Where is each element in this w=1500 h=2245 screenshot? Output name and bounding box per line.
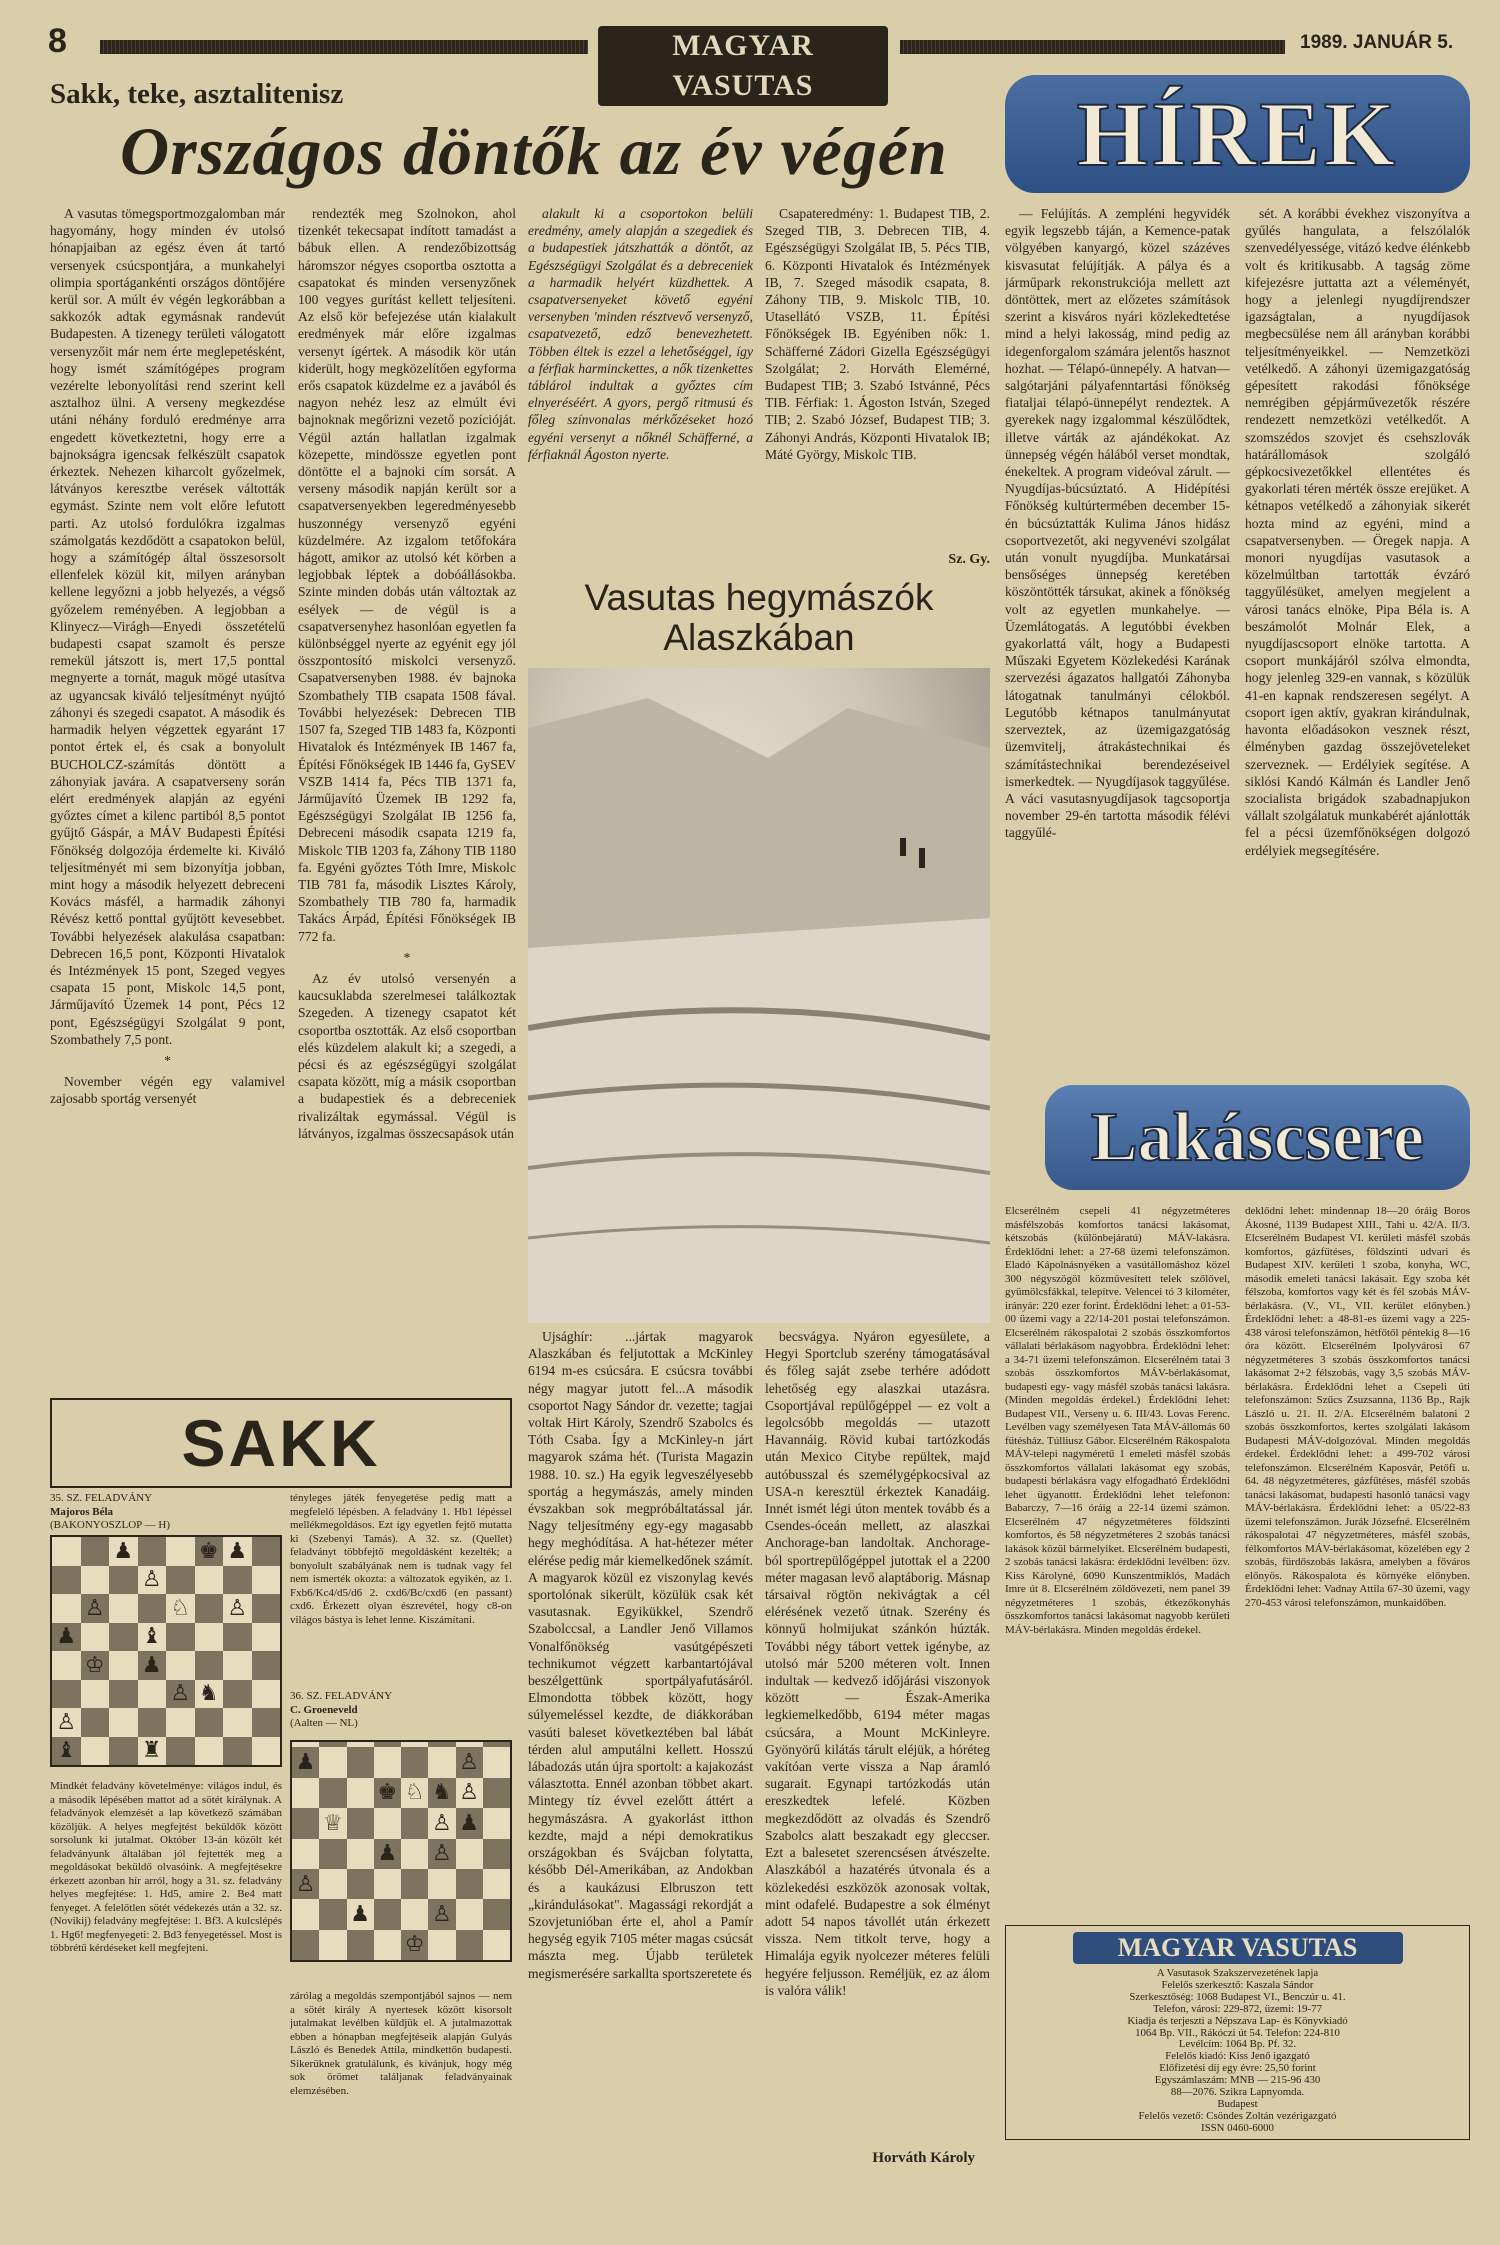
chess-square bbox=[428, 1747, 455, 1777]
impressum-line: Budapest bbox=[1217, 2097, 1258, 2110]
chess-piece: ♙ bbox=[432, 1901, 452, 1927]
impressum-line: Felelős vezető: Csöndes Zoltán vezérigazgató bbox=[1138, 2109, 1337, 2122]
lakascsere-col2 bbox=[1245, 1205, 1470, 1915]
chess-square bbox=[483, 1869, 510, 1899]
chess-square bbox=[401, 1747, 428, 1777]
chess-square bbox=[456, 1747, 483, 1777]
chess-piece: ♔ bbox=[84, 1652, 105, 1678]
lakascsere-banner bbox=[1045, 1085, 1470, 1190]
article-col1 bbox=[50, 205, 285, 1320]
sakk-title: SAKK bbox=[181, 1406, 381, 1480]
chess-square bbox=[483, 1839, 510, 1869]
lakascsere-col1-text: Elcserélném csepeli 41 négyzetméteres másfélszobás komfortos tanácsi lakásomat, kétszobás (különbejáratú) MÁV-lakásra. Érdeklődni lehet: a 27-68 üzemi telefonszámon. Eladó Kápolnásnyéken a vasútállomáshoz közel 300 négyszögöl közművesített telek szőlővel, gyümölcsfákkal, telepítve. Velencei tó 3 kilométer, irányár: 220 ezer forint. Érdeklődni lehet: a 01-53-00 üzemi vagy a 22/14-201 postai telefonszámon. Elcserélném rákospalotai 2 szobás összkomfortos vállalati bérlakásom nagyobbra. Érdeklődni lehet: a 34-71 üzemi telefonszámon. Elcserélném tatai 3 szobás összkomfortos MÁV-bérlakásomat, budapesti egy- vagy másfél szobás tanácsi lakásra. (Minden megoldás érdekel.) Érdeklődni lehet: Budapest VII., Verseny u. 6. III/43. Lovas Ferenc. Levélben vagy személyesen Tata MÁV-állomás 60 fűtésház. Túlliusz Gábor. Elcserélném Rákospalota MÁV-telepi nagyméretű 1 emeleti másfél szobás összkomfortos vállalati lakásomat egy szobás, budapesti bérlakásra vagy elfogadható Érdeklődni lehet ügyanottt. Érdeklődni lehet telefonon: Babarczy, 7—16 óráig a 22-14 üzemi számon. Elcserélném 47 négyzetméteres földszinti komfortos, és 58 négyzetméteres 2 szobás tanácsi lakások közül bármelyiket. Elcserélném budapesti, 2 szobás tanácsi lakásra: érdeklődni levélben: özv. Kiss Károlyné, 6090 Kunszentmiklós, Madách Imre út 8. Elcserélném zöldövezeti, nem panel 39 négyzetméteres 1 szobás, étkezőkonyhás összkomfortos tanácsi lakásomat nagyobb kerületi MÁV-bérlakásra. Minden megoldás érdekel. bbox=[1005, 1205, 1230, 1636]
chess-square bbox=[81, 1537, 110, 1566]
chess-square bbox=[319, 1808, 346, 1838]
chess-square bbox=[223, 1737, 252, 1766]
chess-square bbox=[374, 1747, 401, 1777]
hirek-col2-text: sét. A korábbi évekhez viszonyítva a gyűlés hangulata, a felszólalók szenvedélyessége, vitázó kedve élénkebb volt és kritikusabb. A tagság zöme kifejezésre juttatta azt a véleményét, hogy a jelenlegi nyugdíjrendszer igazságtalan, a nyugdíjasok megbecsülése nem áll arányban korábbi teljesítményeikkel. — Nemzetközi vetélkedő. A záhonyi üzemigazgatóság gépesített rakodási főnöksége nemrégiben gépjárművezetők részére rendezett nemzetközi vetélkedőt. A szomszédos szovjet és csehszlovák határállomások szolgáló gépkocsivezetőkkel ellentétes és gyakorlati téren mérték össze erejüket. A kétnapos vetélkedő a záhonyiak sikerét hozta mind az egyéni, mind a csapatversenyben. — Öregek napja. A monori nyugdíjas vasutasok a közelmúltban tartották évzáró taggyűlésüket, amelyen megjelent a városi tanács elnöke, Pipa Béla is. A beszámolót Molnár Elek, a nyugdíjascsoport elnöke tartotta. A csoport munkájáról szólva elmondta, hogy jelenleg 329-en vannak, s közülük 41-en kapnak rendszeresen segélyt. A csoport igen aktív, gyakran kirándulnak, havonta előadásokon vesznek részt, élményben gazdag összejöveteleket szerveznek. — Erdélyiek segítése. A siklósi Kandó Kálmán és Landler Jenő szocialista brigádok szabadnapjukon vállalt szolgálatuk munkabérét ajánlották fel a pécsi üzemfőnökségen dolgozó erdélyiek megsegítésére. bbox=[1245, 206, 1470, 858]
article-col1-text: A vasutas tömegsportmozgalomban már hagyomány, hogy minden év utolsó hónapjaiban az egész éven át tartó versenyek csúcspontjára, a munkahelyi olimpia sportágankénti országos döntőjére kerül sor. A múlt év végén legkorábban a sakkozók adtak egymásnak randevút Budapesten. A tizenegy területi válogatott versenyzőit már nem érte meglepetésként, hogy ismét számítógépes program vezérelte lebonyolítási rend szerint kell asztalhoz ülni. A verseny megkezdése utáni néhány forduló eredménye arra engedett következtetni, hogy erre a bajnokságra igencsak felkészült csapatok érkeztek. Nehezen kiharcolt győzelmek, látványos keresztbe verések váltották egymást. Szinte nem volt előre lefutott parti. Az utolsó fordulókra izgalmas számolgatás kezdődött a csapatokon belül, hogy a számítógép által összesorsolt ellenfelek közül kit, milyen arányban kellene legyőzni a jobb helyezés, a végső győzelem reményében. A legjobban a Klinyecz—Virágh—Enyedi összetételű budapesti csapat szamolt és persze remekül játszott is, mert 17,5 ponttal megnyerte a tornát, maguk mögé utasítva az ugyancsak kiváló teljesítményt nyújtó záhonyi és szegedi csapatot. A második és harmadik helyen végzettek egyaránt 17 pontot értek el, és csak a bonyolult BUCHOLCZ-számítás döntött a záhonyiak javára. A csapatverseny során elért eredmények alapján az egyéni győztes címet a kilenc partiból 8,5 pontot gyűjtő Gáspár, a MÁV Budapesti Építési Főnökség dolgozója érdemelte ki. Kiváló teljesítményét mi sem bizonyítja jobban, mint hogy a második helyezett debreceni Kovács másfél, a harmadik záhonyi Révész kettő ponttal gyűjtött kevesebbet. További helyezések alakulása csapatban: Debrecen 16,5 pont, Központi Hivatalok és Intézmények 15 pont, Szeged vegyes csapata 15 pont, Miskolc 14,5 pont, Járműjavító Üzemek 14 pont, Pécs 12 pont, Egészségügyi Szolgálat 9 pont, Szombathely 7,5 pont. bbox=[50, 206, 285, 1047]
chess-piece: ♝ bbox=[56, 1738, 77, 1764]
chess-square bbox=[252, 1651, 281, 1680]
chess-square bbox=[109, 1623, 138, 1652]
problem35-author: Majoros Béla bbox=[50, 1505, 114, 1518]
chess-piece: ♔ bbox=[404, 1932, 425, 1958]
chess-square bbox=[401, 1778, 428, 1808]
chess-square bbox=[52, 1623, 81, 1652]
impressum-line: Egyszámlaszám: MNB — 215-96 430 bbox=[1154, 2074, 1321, 2087]
chess-piece: ♟ bbox=[295, 1750, 316, 1776]
chess-square bbox=[223, 1708, 252, 1737]
chess-square bbox=[401, 1839, 428, 1869]
impressum-line: Felelős szerkesztő: Kaszala Sándor bbox=[1161, 1978, 1314, 1991]
chess-piece: ♚ bbox=[377, 1780, 398, 1806]
sakk-col-b-top bbox=[290, 1492, 512, 1682]
chess-square bbox=[374, 1899, 401, 1929]
chess-square bbox=[252, 1537, 281, 1566]
chess-piece: ♙ bbox=[459, 1780, 479, 1806]
chess-square bbox=[166, 1594, 195, 1623]
article-signature: Sz. Gy. bbox=[948, 552, 990, 567]
chess-piece: ♙ bbox=[227, 1595, 248, 1621]
chess-piece: ♟ bbox=[459, 1810, 479, 1836]
article-col4-top bbox=[765, 205, 990, 550]
chess-square bbox=[195, 1566, 224, 1595]
alaska-headline bbox=[528, 578, 990, 658]
chess-square bbox=[401, 1808, 428, 1838]
chess-square bbox=[138, 1537, 167, 1566]
chess-square bbox=[252, 1708, 281, 1737]
impressum-lines bbox=[1006, 1968, 1469, 2135]
problem36-author: C. Groeneveld bbox=[290, 1703, 358, 1716]
impressum-box bbox=[1005, 1925, 1470, 2140]
masthead: MAGYAR VASUTAS bbox=[598, 26, 888, 106]
article-col1-end: November végén egy valamivel zajosabb sportág versenyét bbox=[50, 1074, 285, 1107]
chess-square bbox=[166, 1708, 195, 1737]
article-col3-top bbox=[528, 205, 753, 565]
chess-square bbox=[195, 1594, 224, 1623]
chess-square bbox=[428, 1808, 455, 1838]
article-headline: Országos döntők az év végén bbox=[120, 113, 948, 189]
sakk-col-b-bottom-text: zárólag a megoldás szempontjából sajnos — nem a sötét király A nyertesek között kisorsolt jutalmakat levélben küldjük el. A jutalmazottak ebben a hónapban megfejtéseik alapján Gulyás László és Benedek Attila, mindkettőn budapesti. Sikerüknek gratulálunk, és kívánjuk, hogy még sok örömet találjanak feladványainak elemzésében. bbox=[290, 1990, 512, 2097]
chess-square bbox=[166, 1566, 195, 1595]
chess-square bbox=[319, 1899, 346, 1929]
chess-square bbox=[52, 1594, 81, 1623]
chess-square bbox=[109, 1708, 138, 1737]
chess-piece: ♜ bbox=[141, 1738, 162, 1764]
sakk-title-box bbox=[50, 1398, 512, 1488]
chess-square bbox=[52, 1566, 81, 1595]
article-col1-star: * bbox=[164, 1052, 171, 1068]
chess-square bbox=[292, 1839, 319, 1869]
impressum-line: ISSN 0460-6000 bbox=[1201, 2121, 1274, 2134]
chess-square bbox=[195, 1623, 224, 1652]
chess-piece: ♙ bbox=[459, 1750, 479, 1776]
chess-square bbox=[374, 1839, 401, 1869]
alaska-col4 bbox=[765, 1328, 990, 2143]
lakascsere-col2-text: deklődni lehet: mindennap 18—20 óráig Boros Ákosné, 1139 Budapest XIII., Tahi u. 42/A. II/3. Elcserélném Budapest VI. kerületi másfél szobás komfortos, gázfűtéses, földszinti udvari és Budapest XIV. kerületi 1 szoba, konyha, WC, második emeleti tanácsi lakásait. Egy szoba két félszoba, komfortos vagy két és fél szobás MÁV-bérlakásra. (V., VI., VII. kerület előnyben.) Érdeklődni lehet: a 48-81-es üzemi vagy a 225-438 városi telefonszámon, hétfőtől péntekig 8—16 óra között. Elcserélném Ipolyvárosi 67 négyzetméteres 3 szobás összkomfortos tanácsi lakásomat 2+2 félszobás, vagy 3,5 szobás MÁV-bérlakásra. Érdeklődni lehet a Csepeli úti telefonszámon: Szűcs Zsuzsanna, 1136 Bp., Rajk László u. 21. II. 2/A. Elcserélném balatoni 2 szobás összkomfortos, kertes szolgálati lakásom Budapesti MÁV-dolgozóval. Minden megoldás érdekel. Érdeklődni lehet: a 499-702 városi telefonszámon. Elcserélném Kaposvár, Petőfi u. 64. 48 négyzetméteres, gázfűtéses, másfél szobás tanácsi lakásomat, budapesti hasonló tanácsi vagy MÁV-bérlakásra. Érdeklődni lehet: a 05/22-83 üzemi telefonszámon. Jurák Józsefné. Elcserélném rákospalotai 47 négyzetméteres, másfél szobás, félkomfortos MÁV-bérlakásomat, közelében egy 2 szobás, fürdőszobás lakásra, amelyben a főváros előnyös. Rákospalota és környéke előnyben. Érdeklődni lehet: Vadnay Attila 67-30 üzemi, vagy 270-453 városi telefonszámon, munkaidőben. bbox=[1245, 1205, 1470, 1609]
chess-piece: ♙ bbox=[432, 1841, 452, 1867]
chess-piece: ♟ bbox=[56, 1624, 77, 1650]
sakk-col-b-bottom bbox=[290, 1990, 512, 2140]
hirek-col2 bbox=[1245, 205, 1470, 1050]
article-col2-star: * bbox=[403, 949, 411, 965]
chess-square bbox=[166, 1537, 195, 1566]
chess-square bbox=[195, 1680, 224, 1709]
chess-square bbox=[319, 1930, 346, 1960]
chess-square bbox=[223, 1680, 252, 1709]
lakascsere-title: Lakáscsere bbox=[1090, 1098, 1425, 1176]
chess-square bbox=[81, 1623, 110, 1652]
article-col2-end: Az év utolsó versenyén a kaucsuklabda szerelmesei találkoztak Szegeden. A tizenegy csapatot két csoportba osztották. Az első csoportban elés küzdelem alakult ki; a szegedi, a pécsi és az egészségügyi szolgálat csapata között, míg a másik csoportban a budapestiek és a debreceniek rivalizáltak egymással. Végül is látványos, izgalmas összecsapások után bbox=[298, 970, 516, 1141]
chess-piece: ♙ bbox=[170, 1681, 191, 1707]
chess-square bbox=[292, 1869, 319, 1899]
article-col3-top-text: alakult ki a csoportokon belüli eredmény, amely alapján a szegediek és a budapestiek játszhatták a döntőt, az Egészségügyi Szolgálat és a debreceniek a harmadik helyért küzdhettek. A csapatversenyeket követő egyéni versenyben 'minden résztvevő versenyző, csapatvezető, edző benevezhetett. Többen éltek is ezzel a lehetőséggel, így a férfiak harminckettes, a nők tizenkettes táblárol indultak a győztes cím elnyeréséért. A gyors, pergő ritmusú és főleg színvonalas mérkőzéseket hozó egyéni versenyt a nőknél Schäfferné, a férfiaknál Ágoston nyerte. bbox=[528, 206, 753, 462]
header-rule-right bbox=[900, 40, 1285, 54]
chess-square bbox=[81, 1651, 110, 1680]
problem35-source: (BAKONYOSZLOP — H) bbox=[50, 1519, 170, 1531]
chess-square bbox=[223, 1651, 252, 1680]
problem35-caption bbox=[50, 1492, 280, 1533]
chess-square bbox=[195, 1708, 224, 1737]
chess-piece: ♙ bbox=[141, 1567, 162, 1593]
chess-square bbox=[347, 1808, 374, 1838]
chess-square bbox=[401, 1930, 428, 1960]
chess-square bbox=[109, 1537, 138, 1566]
chess-square bbox=[428, 1778, 455, 1808]
alaska-photo-image bbox=[528, 668, 990, 1323]
chess-square bbox=[109, 1737, 138, 1766]
chess-square bbox=[81, 1594, 110, 1623]
chess-square bbox=[483, 1778, 510, 1808]
chess-square bbox=[456, 1899, 483, 1929]
chess-square bbox=[138, 1651, 167, 1680]
chess-piece: ♞ bbox=[198, 1681, 219, 1707]
sakk-col-a bbox=[50, 1780, 282, 2170]
chessboard-35 bbox=[50, 1535, 282, 1767]
chess-square bbox=[401, 1899, 428, 1929]
chess-square bbox=[456, 1930, 483, 1960]
impressum-line: 88—2076. Szikra Lapnyomda. bbox=[1170, 2086, 1305, 2099]
chess-square bbox=[347, 1899, 374, 1929]
chess-square bbox=[195, 1537, 224, 1566]
chess-square bbox=[81, 1680, 110, 1709]
chess-square bbox=[428, 1869, 455, 1899]
chess-square bbox=[138, 1708, 167, 1737]
impressum-line: Előfizetési díj egy évre: 25,50 forint bbox=[1159, 2062, 1316, 2075]
chess-square bbox=[319, 1778, 346, 1808]
impressum-line: Szerkesztőség: 1068 Budapest VI., Benczúr u. 41. bbox=[1129, 1990, 1346, 2003]
chess-piece: ♙ bbox=[56, 1709, 77, 1735]
chess-square bbox=[428, 1839, 455, 1869]
lakascsere-col1 bbox=[1005, 1205, 1230, 1915]
impressum-title: MAGYAR VASUTAS bbox=[1073, 1932, 1403, 1964]
chess-square bbox=[483, 1747, 510, 1777]
chess-square bbox=[347, 1839, 374, 1869]
impressum-line: Kiadja és terjeszti a Népszava Lap- és Könyvkiadó bbox=[1127, 2014, 1348, 2027]
chess-piece: ♕ bbox=[323, 1810, 343, 1836]
hirek-col1-text: — Felújítás. A zempléni hegyvidék egyik legszebb táján, a Kemence-patak völgyében kanyargó, közel százéves kisvasutat felújítják. A pálya és a járműpark rekonstrukciója mellett azt döntöttek, mert az előzetes számítások szerint a kisváros nyári közlekedtetése mind a helyi lakosság, mind pedig az idegenforgalom számára jelentős hasznot hozhat. — Télapó-ünnepély. A hatvan—salgótarjáni pályafenntartási főnökség fiataljai télapó-ünnepélyt rendeztek. A gyerekek nagy izgalommal készülődtek, illetve várták az ajándékokat. Az ünnepség végén hálából verset mondtak, énekeltek. A program videóval zárult. — Nyugdíjas-búcsúztató. A Hidépítési Főnökség kultúrtermében december 15-én búcsúztatták Kulima János hidász csoportvezetőt, aki negyvenévi szolgálat után vonult nyugdíjba. Munkatársai bensőséges ünnepség keretében köszöntötték társukat, akinek a főnökség volt az egyetlen munkahelye. — Üzemlátogatás. A legutóbbi években gyakorlattá vált, hogy a Budapesti Műszaki Egyetem Közlekedési Karának szervezési ágazatos hallgatói Záhonyba látogatnak tanulmányi célokból. Legutóbb kétnapos tanulmányutat szerveztek, az üzemigazgatóság üzemvitelj, átrakástechnikai és számítástechnikai berendezéseivel ismerkedtek. — Nyugdíjasok taggyűlése. A váci vasutasnyugdíjasok tagcsoportja november 29-én tartotta második félévi taggyűlé- bbox=[1005, 206, 1230, 841]
chess-square bbox=[456, 1869, 483, 1899]
chess-square bbox=[347, 1747, 374, 1777]
article-col4-top-text: Csapateredmény: 1. Budapest TIB, 2. Szeged TIB, 3. Debrecen TIB, 4. Egészségügyi Szolgálat IB, 5. Pécs TIB, 6. Központi Hivatalok és Intézmények IB, 7. Szeged második csapata, 8. Záhony TIB, 9. Miskolc TIB, 10. Utasellátó VSZB, 11. Építési Főnökségek IB. Egyéniben nők: 1. Schäfferné Zádori Gizella Egészségügyi Szolgálat; 2. Horváth Elemérné, Budapest TIB; 3. Szabó Istvánné, Pécs TIB. Férfiak: 1. Ágoston István, Szeged TIB; 2. Szabó József, Budapest TIB; 3. Záhonyi András, Központi Hivatalok IB; Máté György, Miskolc TIB. bbox=[765, 206, 990, 462]
chess-piece: ♟ bbox=[113, 1538, 134, 1564]
alaska-headline-line1: Vasutas hegymászók bbox=[584, 577, 934, 618]
chess-square bbox=[166, 1737, 195, 1766]
problem36-title: 36. SZ. FELADVÁNY bbox=[290, 1690, 393, 1702]
header-date: 1989. JANUÁR 5. bbox=[1300, 32, 1454, 53]
chess-piece: ♙ bbox=[432, 1810, 452, 1836]
chess-square bbox=[138, 1623, 167, 1652]
sakk-col-b-top-text: tényleges játék fenyegetése pedig matt a megfelelő lépésben. A feladvány 1. Hb1 lépéssel mellékmegoldásos. Ezt így egyetlen fejtő mutatta ki (Szebenyi Tamás). A 32. sz. (Quellet) feladványt többfejtő megoldásként kezelték; a bonyolult szabályának nem is tudnak vagy fel nem ismerték okozta: a változatok egyikén, az 1. Fxb6/Kc4/d5/d6 2. cxd6/Bc/cxd6 (en passant) cxd6. Érkezett olyan észrevétel, hogy c8-on világos bástya is lehet lenne. Kiszámítani. bbox=[290, 1492, 512, 1626]
chess-square bbox=[166, 1623, 195, 1652]
chess-square bbox=[428, 1930, 455, 1960]
chess-square bbox=[319, 1839, 346, 1869]
chess-square bbox=[401, 1869, 428, 1899]
chess-piece: ♚ bbox=[198, 1538, 219, 1564]
article-col2 bbox=[298, 205, 516, 1380]
chess-square bbox=[52, 1737, 81, 1766]
chess-square bbox=[166, 1680, 195, 1709]
chess-square bbox=[52, 1708, 81, 1737]
problem36-caption bbox=[290, 1690, 512, 1731]
chess-piece: ♞ bbox=[432, 1780, 452, 1806]
chess-square bbox=[195, 1737, 224, 1766]
sakk-col-a-text: Mindkét feladvány követelménye: világos indul, és a második lépésében mattot ad a sötét királynak. A feladványok elemzését a lap következő számában közöljük. A helyes megfejtést beküldők között sorsolunk ki jutalmat. Október 13-án közölt két feladványunk általában jól fejtették meg a megoldásokat beküldő olvasóink. A megfejtésekre érkezett azonban hír arról, hogy a 31. sz. feladvány helyes megfejtése: 1. Hd5, amire 2. Be4 matt fenyeget. A felelőtlen sötét védekezés után a 32. sz. (Novikij) feladvány megfejtése: 1. Bf3. A kulcslépés 1. Hg6! megfenyegeti: 2. Bd3 fenyegetéssel. Most is többrétű kérdéseket kell megfejteni. bbox=[50, 1780, 282, 1954]
chess-square bbox=[166, 1651, 195, 1680]
chess-square bbox=[109, 1566, 138, 1595]
impressum-line: Felelős kiadó: Kiss Jenő igazgató bbox=[1165, 2050, 1310, 2063]
chess-square bbox=[292, 1930, 319, 1960]
hirek-banner bbox=[1005, 75, 1470, 193]
header-rule-left bbox=[100, 40, 588, 54]
chess-piece: ♝ bbox=[141, 1624, 162, 1650]
chessboard-36 bbox=[290, 1740, 512, 1962]
impressum-line: 1064 Bp. VII., Rákóczi út 54. Telefon: 224-810 bbox=[1135, 2026, 1340, 2039]
chess-square bbox=[292, 1808, 319, 1838]
page-number: 8 bbox=[48, 22, 67, 60]
chess-square bbox=[292, 1899, 319, 1929]
chess-piece: ♘ bbox=[170, 1595, 191, 1621]
chess-square bbox=[456, 1778, 483, 1808]
problem35-title: 35. SZ. FELADVÁNY bbox=[50, 1492, 153, 1504]
chess-square bbox=[252, 1737, 281, 1766]
alaska-col3-text: Ujsághír: ...jártak magyarok Alaszkában és feljutottak a McKinley 6194 m-es csúcsára. E csúcsra további négy magyar jutott fel...A második csoportot Nagy Sándor dr. vezette; tagjai voltak Hirt Károly, Szendrő Szabolcs és Tóth Csaba. Így a McKinley-n járt magyarok száma hét. (Turista Magazin 1988. 10. sz.) Ha egyik legveszélyesebb sportág a hegymászás, amely minden évszakban sok megpróbáltatással jár. Nagy teljesítmény egy-egy magasabb hegy meghódítása. A hat-hétezer méter elérése pedig már kiemelkedőnek számít. A magyarok közül ez viszonylag kevés sportolónak sikerült, közülük csak két vasutasnak. Egyikükkel, Szendrő Szabolccsal, a Landler Jenő Villamos Vonalfőnökség vasútgépészeti technikumot végzett karbantartójával beszélgettünk sportpályafutásáról. Elmondotta többek között, hogy súlyemeléssel kezdte, de diákkorában vasúti baleset következtében bal lábát térden alul amputálni kellett. Hosszú lábadozás után újra sportolt: a kajakozást választotta. Ennél azonban többet akart. Mintegy tíz évvel ezelőtt áttért a hegymászásra. A gyakorlást itthon kezdte, majd a népi demokratikus országokban és Svájcban folytatta, később Dél-Amerikában, az Andokban és a kaukázusi Elbruszon tett „kirándulásokat". Magassági rekordját a Szovjetunióban érte el, ahol a Pamír hegység egyik 7105 méter magas csúcsát mászta meg. Újabb területek megismerésére sarkallta sportszeretete és bbox=[528, 1329, 753, 1981]
chess-piece: ♘ bbox=[404, 1780, 425, 1806]
hirek-title: HÍREK bbox=[1076, 83, 1399, 185]
chess-square bbox=[81, 1566, 110, 1595]
chess-square bbox=[252, 1594, 281, 1623]
impressum-line: Telefon, városi: 229-872, üzemi: 19-77 bbox=[1153, 2002, 1322, 2015]
chess-square bbox=[52, 1537, 81, 1566]
chess-square bbox=[138, 1594, 167, 1623]
chess-piece: ♟ bbox=[141, 1652, 162, 1678]
chess-square bbox=[374, 1869, 401, 1899]
chess-square bbox=[223, 1566, 252, 1595]
chess-piece: ♟ bbox=[227, 1538, 248, 1564]
chess-square bbox=[374, 1930, 401, 1960]
article-kicker: Sakk, teke, asztalitenisz bbox=[50, 78, 344, 110]
chess-square bbox=[138, 1680, 167, 1709]
alaska-headline-line2: Alaszkában bbox=[663, 617, 855, 658]
impressum-line: A Vasutasok Szakszervezetének lapja bbox=[1156, 1967, 1319, 1979]
alaska-photo bbox=[528, 668, 990, 1323]
chess-square bbox=[347, 1778, 374, 1808]
alaska-col3 bbox=[528, 1328, 753, 2178]
chess-square bbox=[292, 1747, 319, 1777]
chess-square bbox=[374, 1808, 401, 1838]
chess-square bbox=[292, 1778, 319, 1808]
chess-square bbox=[138, 1737, 167, 1766]
alaska-signature: Horváth Károly bbox=[872, 2150, 975, 2166]
chess-square bbox=[347, 1930, 374, 1960]
chess-piece: ♟ bbox=[377, 1841, 398, 1867]
impressum-line: Levélcím: 1064 Bp. Pf. 32. bbox=[1178, 2038, 1297, 2051]
chess-square bbox=[109, 1680, 138, 1709]
chess-square bbox=[456, 1839, 483, 1869]
chess-square bbox=[195, 1651, 224, 1680]
hirek-col1 bbox=[1005, 205, 1230, 1050]
chess-square bbox=[223, 1623, 252, 1652]
chess-square bbox=[347, 1869, 374, 1899]
chess-piece: ♟ bbox=[350, 1901, 370, 1927]
chess-square bbox=[428, 1899, 455, 1929]
chess-square bbox=[223, 1537, 252, 1566]
chess-square bbox=[252, 1680, 281, 1709]
chess-square bbox=[109, 1651, 138, 1680]
chess-square bbox=[252, 1566, 281, 1595]
chess-square bbox=[52, 1651, 81, 1680]
chess-piece: ♙ bbox=[84, 1595, 105, 1621]
chess-square bbox=[319, 1747, 346, 1777]
chess-square bbox=[483, 1930, 510, 1960]
chess-square bbox=[109, 1594, 138, 1623]
chess-square bbox=[223, 1594, 252, 1623]
chess-square bbox=[138, 1566, 167, 1595]
problem36-source: (Aalten — NL) bbox=[290, 1717, 358, 1729]
chess-piece: ♙ bbox=[295, 1871, 316, 1897]
chess-square bbox=[52, 1680, 81, 1709]
chess-square bbox=[319, 1869, 346, 1899]
chess-square bbox=[456, 1808, 483, 1838]
alaska-col4-text: becsvágya. Nyáron egyesülete, a Hegyi Sportclub szerény támogatásával és főleg saját zsebe terhére adódott lehetőség egy alaszkai utazásra. Csoportjával repülőgéppel — ez volt a legolcsóbb megoldás — utazott Havannáig. Rövid kubai tartózkodás után Mexico Citybe repültek, majd autóbusszal és személygépkocsival az USA-n keresztül érkeztek Kanadáig. Innét ismét légi úton mentek tovább és a Csendes-óceán mellett, az alaszkai Anchorage-ban landoltak. Anchorage-ból sportrepülőgéppel jutottak el a 2200 méter magasan levő alaptáborig. Másnap társaival rögtön nekivágtak a cél elérésének vezető útnak. Szerény és könnyű holmijukat szánkón húzták. További négy tábort vettek igénybe, az utolsó már 5200 méteren volt. Innen indultak — kedvező időjárási viszonyok között — Észak-Amerika legkiemelkedőbb, 6194 méter magas csúcsára, a Mount McKinleyre. Gyönyörű kilátás tárult eléjük, a hóréteg vakítóan verte vissza a Nap áramló sugarait. Egynapi tartózkodás után ereszkedtek lefelé. Közben megkezdődött az olvadás és Szendrő Szabolcs alatt beszakadt egy gleccser. Ezt a balesetet szerencsésen átvészelte. Alaszkából a hazatérés útvonala és a közlekedési eszközök azonosak voltak, mint odafelé. Budapestre a sok élményt adott 54 napos távollét után érkezett vissza. Nem titkolt terve, hogy a Himalája egyik nyolcezer méteres felüli hegyére feljusson. Reméljük, ez az álom is valóra válik! bbox=[765, 1329, 990, 1998]
chess-square bbox=[483, 1808, 510, 1838]
chess-square bbox=[252, 1623, 281, 1652]
chess-square bbox=[483, 1899, 510, 1929]
chess-square bbox=[81, 1708, 110, 1737]
chess-square bbox=[374, 1778, 401, 1808]
article-col2-text: rendezték meg Szolnokon, ahol tizenkét tekecsapat indított tamadást a bábuk ellen. A rendezőbizottság háromszor négyes csoportba osztotta a csapatokat és minden versenyzőnek 100 vegyes gurítást kellett teljesíteni. Az első kör befejezése után kialakult eredmények már előre izgalmas versenyt ígértek. A második kör után kiderült, hogy megközelítően egyforma erős csapatok küzdelme ez a javából és nagyon nehéz lesz az elmúlt évi bajnoknak megőrizni vezető pozícióját. Végül aztán hallatlan izgalmak közepette, mindössze egyetlen pont döntötte el a bajnoki cím sorsát. A verseny második napján került sor a csapatversenyekben legeredményesebb huszonnégy versenyző egyéni küzdelmére. Az izgalom tetőfokára hágott, amikor az utolsó két körben a legjobbak léptek a dobóállásokba. Szinte minden dobás után változtak az esélyek — de végül is a csapatversenyhez hasonlóan egyetlen fa különbséggel nyerte az egyénit egy jól összpontosító miskolci versenyző. Csapatversenyben 1988. év bajnoka Szombathely TIB csapata 1508 fával. További helyezések: Debrecen TIB 1507 fa, Szeged TIB 1483 fa, Központi Hivatalok és Intézmények IB 1467 fa, Építési Főnökségek IB 1446 fa, GySEV VSZB 1414 fa, Pécs TIB 1371 fa, Járműjavító Üzemek IB 1292 fa, Egészségügyi Szolgálat IB 1256 fa, Debreceni második csapata 1219 fa, Miskolc TIB 1203 fa, Záhony TIB 1180 fa. Egyéni győztes Tóth Imre, Miskolc TIB 781 fa, második Lisztes Károly, Szombathely TIB 780 fa, harmadik Takács Árpád, Építési Főnökségek IB 772 fa. bbox=[298, 206, 516, 944]
chess-square bbox=[81, 1737, 110, 1766]
